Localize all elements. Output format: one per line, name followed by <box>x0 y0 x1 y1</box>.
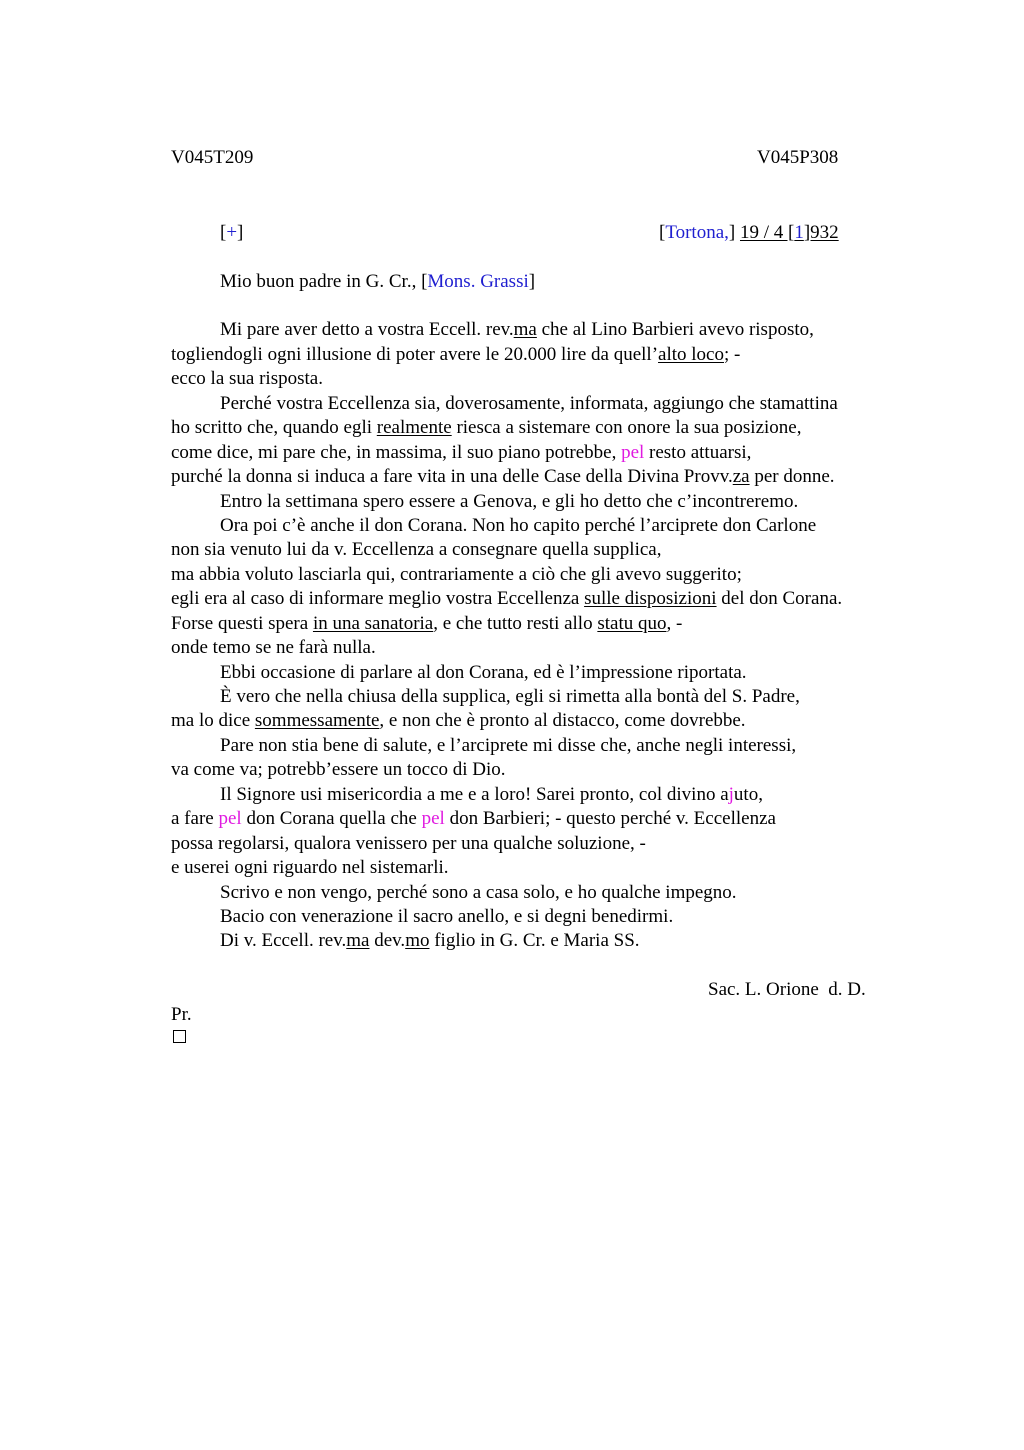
place-name: Tortona, <box>665 222 729 243</box>
cross-symbol: + <box>226 222 238 243</box>
cross-mark: [+] <box>220 222 244 243</box>
body-line: È vero che nella chiusa della supplica, egli si rimetta alla bontà del S. Padre, <box>220 686 800 707</box>
body-line: va come va; potrebb’essere un tocco di Dio. <box>171 759 506 780</box>
body-line: Ebbi occasione di parlare al don Corana, ed è l’impressione riportata. <box>220 662 747 683</box>
body-line: non sia venuto lui da v. Eccellenza a consegnare quella supplica, <box>171 539 662 560</box>
body-line: Mi pare aver detto a vostra Eccell. rev.ma che al Lino Barbieri avevo risposto, <box>220 319 814 340</box>
body-line: Scrivo e non vengo, perché sono a casa solo, e ho qualche impegno. <box>220 882 737 903</box>
dateline: [Tortona,] 19 / 4 [1]932 <box>659 222 839 243</box>
body-line: possa regolarsi, qualora venissero per una qualche soluzione, - <box>171 833 646 854</box>
body-line: Il Signore usi misericordia a me e a loro! Sarei pronto, col divino ajuto, <box>220 784 763 805</box>
body-line: egli era al caso di informare meglio vostra Eccellenza sulle disposizioni del don Corana. <box>171 588 843 609</box>
body-line: come dice, mi pare che, in massima, il suo piano potrebbe, pel resto attuarsi, <box>171 442 752 463</box>
body-line: Ora poi c’è anche il don Corana. Non ho capito perché l’arciprete don Carlone <box>220 515 817 536</box>
salutation: Mio buon padre in G. Cr., [Mons. Grassi] <box>220 271 536 292</box>
body-line: Perché vostra Eccellenza sia, doverosamente, informata, aggiungo che stamattina <box>220 393 838 414</box>
body-line: ho scritto che, quando egli realmente riesca a sistemare con onore la sua posizione, <box>171 417 802 438</box>
addressee-name: Mons. Grassi <box>427 271 529 292</box>
body-line: onde temo se ne farà nulla. <box>171 637 376 658</box>
signature: Sac. L. Orione d. D. <box>708 979 866 1000</box>
body-line: a fare pel don Corana quella che pel don Barbieri; - questo perché v. Eccellenza <box>171 808 776 829</box>
body-line: ma abbia voluto lasciarla qui, contrariamente a ciò che gli avevo suggerito; <box>171 564 742 585</box>
body-line: Entro la settimana spero essere a Genova, e gli ho detto che c’incontreremo. <box>220 491 799 512</box>
body-line: ecco la sua risposta. <box>171 368 323 389</box>
body-line: Di v. Eccell. rev.ma dev.mo figlio in G. Cr. e Maria SS. <box>220 930 640 951</box>
body-line: togliendogli ogni illusione di poter avere le 20.000 lire da quell’alto loco; - <box>171 344 741 365</box>
date: 19 / 4 [1]932 <box>739 222 839 243</box>
header-right-code: V045P308 <box>757 147 839 168</box>
body-line: Bacio con venerazione il sacro anello, e si degni benedirmi. <box>220 906 674 927</box>
checkbox-square-icon <box>173 1030 186 1043</box>
footer-pr: Pr. <box>171 1004 192 1025</box>
body-line: Pare non stia bene di salute, e l’arciprete mi disse che, anche negli interessi, <box>220 735 797 756</box>
body-line: Forse questi spera in una sanatoria, e che tutto resti allo statu quo, - <box>171 613 683 634</box>
body-line: ma lo dice sommessamente, e non che è pronto al distacco, come dovrebbe. <box>171 710 746 731</box>
body-line: e userei ogni riguardo nel sistemarli. <box>171 857 449 878</box>
body-line: purché la donna si induca a fare vita in una delle Case della Divina Provv.za per donne. <box>171 466 835 487</box>
header-left-code: V045T209 <box>171 147 254 168</box>
